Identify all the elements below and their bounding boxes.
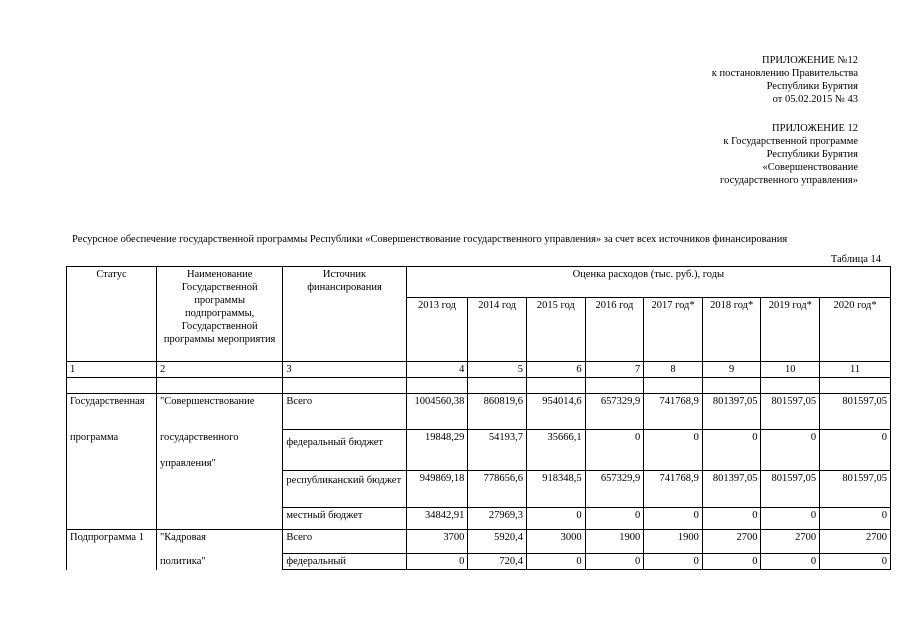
value-cell: 0 — [702, 554, 761, 570]
value-cell: 2700 — [761, 530, 820, 554]
stamp-line: государственного управления» — [720, 175, 858, 186]
table-number: Таблица 14 — [830, 254, 881, 265]
header-year: 2016 год — [585, 298, 644, 362]
value-cell: 0 — [761, 430, 820, 471]
value-cell: 801397,05 — [702, 471, 761, 508]
value-cell: 0 — [585, 508, 644, 530]
name-cell — [156, 430, 282, 471]
header-year: 2014 год — [468, 298, 527, 362]
name-cell: политика" — [156, 554, 282, 570]
value-cell: 0 — [526, 508, 585, 530]
value-cell: 801597,05 — [820, 471, 891, 508]
value-cell: 801597,05 — [820, 394, 891, 430]
status-cell: программа — [67, 430, 157, 471]
value-cell: 34842,91 — [406, 508, 468, 530]
value-cell: 19848,29 — [406, 430, 468, 471]
name-line: государственного — [159, 431, 239, 443]
value-cell: 949869,18 — [406, 471, 468, 508]
value-cell: 0 — [644, 430, 703, 471]
name-line: управления" — [159, 457, 216, 469]
value-cell: 3700 — [406, 530, 468, 554]
column-number: 10 — [761, 362, 820, 378]
value-cell: 1900 — [644, 530, 703, 554]
value-cell: 741768,9 — [644, 471, 703, 508]
value-cell: 801597,05 — [761, 394, 820, 430]
header-row — [67, 267, 891, 298]
column-number: 3 — [283, 362, 406, 378]
value-cell: 0 — [406, 554, 468, 570]
header-year: 2015 год — [526, 298, 585, 362]
source-cell: республиканский бюджет — [283, 471, 406, 508]
approval-stamp-program — [720, 122, 858, 187]
name-cell: "Совершенствование — [156, 394, 282, 430]
header-source: Источник финансирования — [283, 267, 406, 362]
header-name: Наименование Государственной программы подпрограммы, Государственной программы мероприятия — [156, 267, 282, 362]
source-cell: федеральный — [283, 554, 406, 570]
document-caption: Ресурсное обеспечение государственной программы Республики «Совершенствование государственного управления» за счет всех источников финансирования — [72, 234, 788, 245]
value-cell: 2700 — [820, 530, 891, 554]
value-cell: 860819,6 — [468, 394, 527, 430]
source-cell: местный бюджет — [283, 508, 406, 530]
status-cell: Государственная — [67, 394, 157, 430]
approval-stamp-resolution — [712, 54, 858, 106]
column-number: 5 — [468, 362, 527, 378]
stamp-line: от 05.02.2015 № 43 — [772, 94, 858, 105]
header-year: 2019 год* — [761, 298, 820, 362]
value-cell: 801597,05 — [761, 471, 820, 508]
value-cell: 0 — [526, 554, 585, 570]
header-year: 2013 год — [406, 298, 468, 362]
value-cell: 657329,9 — [585, 394, 644, 430]
value-cell: 0 — [820, 508, 891, 530]
column-number: 7 — [585, 362, 644, 378]
header-year: 2020 год* — [820, 298, 891, 362]
stamp-line: к Государственной программе — [723, 136, 858, 147]
value-cell: 35666,1 — [526, 430, 585, 471]
value-cell: 0 — [702, 430, 761, 471]
header-year: 2017 год* — [644, 298, 703, 362]
header-status: Статус — [67, 267, 157, 362]
stamp-line: «Совершенствование — [762, 162, 858, 173]
value-cell: 0 — [585, 430, 644, 471]
value-cell: 1004560,38 — [406, 394, 468, 430]
value-cell: 2700 — [702, 530, 761, 554]
column-number: 2 — [156, 362, 282, 378]
name-cell: "Кадровая — [156, 530, 282, 554]
stamp-line: ПРИЛОЖЕНИЕ 12 — [772, 123, 858, 134]
value-cell: 0 — [585, 554, 644, 570]
table-row — [67, 554, 891, 570]
value-cell: 954014,6 — [526, 394, 585, 430]
table-row — [67, 430, 891, 471]
header-year: 2018 год* — [702, 298, 761, 362]
value-cell: 0 — [644, 554, 703, 570]
value-cell: 720,4 — [468, 554, 527, 570]
column-number: 6 — [526, 362, 585, 378]
value-cell: 0 — [761, 508, 820, 530]
status-cell: Подпрограмма 1 — [67, 530, 157, 570]
header-estimate: Оценка расходов (тыс. руб.), годы — [406, 267, 890, 298]
source-cell: Всего — [283, 394, 406, 430]
column-number: 1 — [67, 362, 157, 378]
value-cell: 918348,5 — [526, 471, 585, 508]
value-cell: 657329,9 — [585, 471, 644, 508]
column-number: 4 — [406, 362, 468, 378]
value-cell: 778656,6 — [468, 471, 527, 508]
value-cell: 0 — [644, 508, 703, 530]
stamp-line: Республики Бурятия — [766, 149, 858, 160]
value-cell: 27969,3 — [468, 508, 527, 530]
source-cell: федеральный бюджет — [283, 430, 406, 471]
stamp-line: Республики Бурятия — [766, 81, 858, 92]
value-cell: 54193,7 — [468, 430, 527, 471]
value-cell: 0 — [820, 430, 891, 471]
value-cell: 0 — [761, 554, 820, 570]
column-number-row — [67, 362, 891, 378]
table-row — [67, 508, 891, 530]
table-row — [67, 394, 891, 430]
value-cell: 1900 — [585, 530, 644, 554]
table-row — [67, 530, 891, 554]
stamp-line: ПРИЛОЖЕНИЕ №12 — [762, 55, 858, 66]
value-cell: 0 — [702, 508, 761, 530]
funding-table — [66, 266, 891, 570]
column-number: 11 — [820, 362, 891, 378]
column-number: 8 — [644, 362, 703, 378]
column-number: 9 — [702, 362, 761, 378]
value-cell: 0 — [820, 554, 891, 570]
spacer-row — [67, 378, 891, 394]
stamp-line: к постановлению Правительства — [711, 68, 858, 79]
table-row — [67, 471, 891, 508]
source-cell: Всего — [283, 530, 406, 554]
value-cell: 741768,9 — [644, 394, 703, 430]
value-cell: 3000 — [526, 530, 585, 554]
value-cell: 5920,4 — [468, 530, 527, 554]
value-cell: 801397,05 — [702, 394, 761, 430]
